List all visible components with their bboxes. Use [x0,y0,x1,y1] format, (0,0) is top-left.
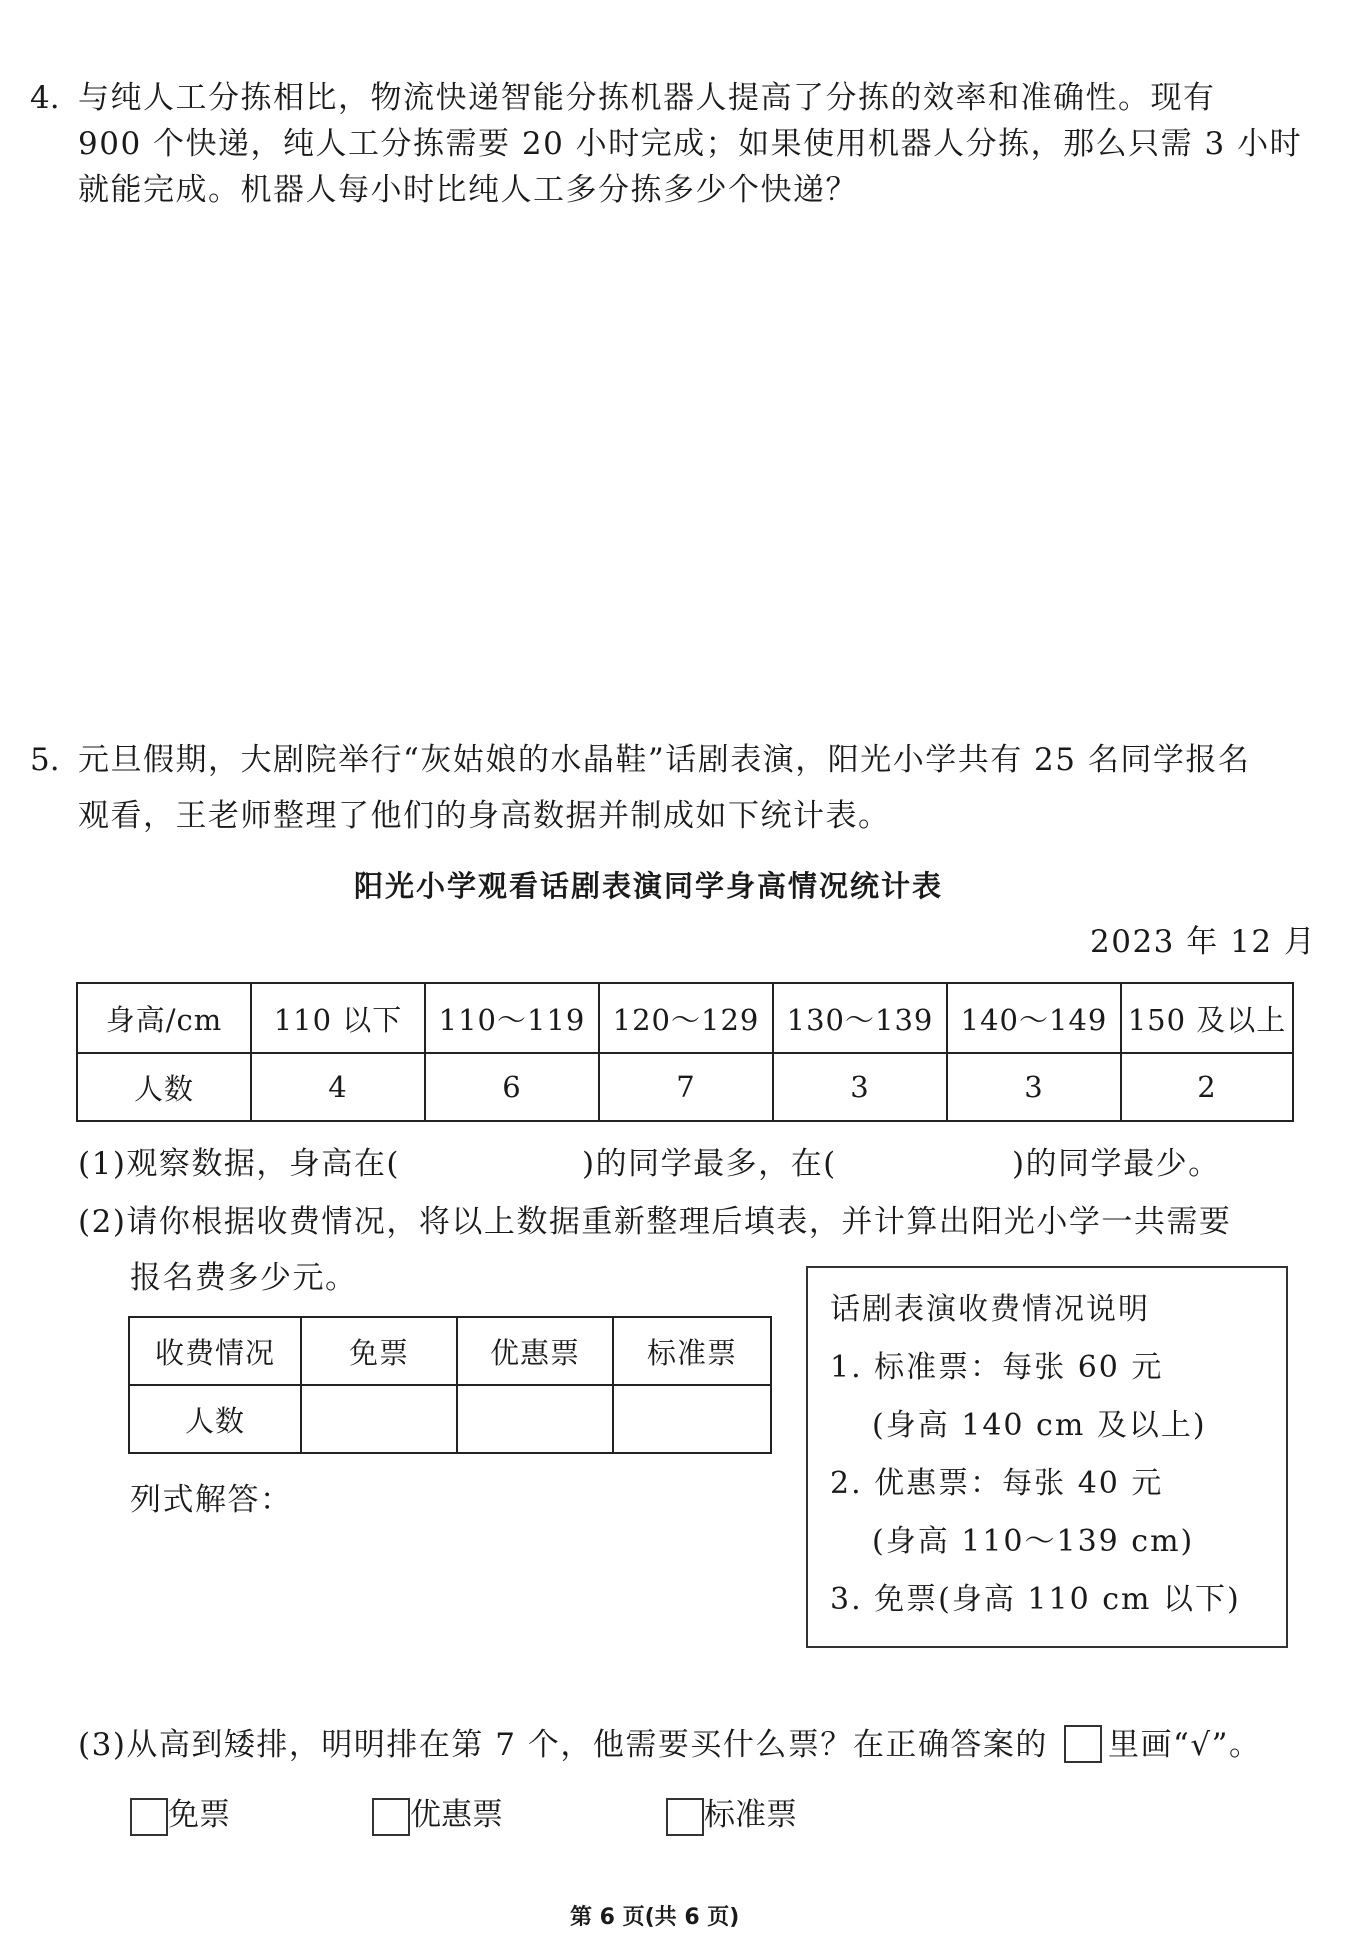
count-cell: 2 [1121,1053,1293,1121]
height-header-cell: 120～129 [599,983,773,1053]
fee-header-standard: 标准票 [613,1317,771,1385]
part-1-blank-most[interactable] [412,1140,582,1184]
answer-label: 列式解答： [130,1482,293,1518]
question-4-number: 4. [30,80,60,116]
fee-note-item: 2. 优惠票：每张 40 元 [830,1466,1164,1501]
fee-header-free: 免票 [301,1317,457,1385]
height-header-cell: 150 及以上 [1121,983,1293,1053]
option-standard-checkbox[interactable] [666,1798,704,1836]
option-standard-label: 标准票 [704,1797,797,1833]
fee-input-discount[interactable] [457,1385,613,1453]
fee-header-label: 收费情况 [129,1317,301,1385]
count-cell: 4 [251,1053,425,1121]
part-1-text-c: )的同学最少。 [1012,1146,1221,1182]
height-header-cell: 110～119 [425,983,599,1053]
count-cell: 6 [425,1053,599,1121]
question-4-line-2: 900 个快递，纯人工分拣需要 20 小时完成；如果使用机器人分拣，那么只需 3 小时 [78,126,1303,162]
option-free-label: 免票 [168,1797,230,1833]
fee-row-label: 人数 [129,1385,301,1453]
fee-note-item: 1. 标准票：每张 60 元 [830,1350,1164,1385]
question-5-number: 5. [30,742,60,778]
count-cell: 3 [947,1053,1121,1121]
option-discount-label: 优惠票 [410,1797,503,1833]
fee-note-item: (身高 110～139 cm) [872,1524,1195,1559]
part-1-text-b: )的同学最多，在( [582,1146,837,1182]
option-free-checkbox[interactable] [130,1798,168,1836]
page-footer: 第 6 页(共 6 页) [570,1905,740,1930]
part-1-text-a: (1)观察数据，身高在( [78,1146,401,1182]
question-4-line-3: 就能完成。机器人每小时比纯人工多分拣多少个快递？ [78,172,858,208]
fee-notes-title: 话剧表演收费情况说明 [830,1292,1150,1327]
count-cell: 7 [599,1053,773,1121]
example-checkbox [1064,1725,1102,1763]
height-table-header-row [77,983,1293,1053]
part-3-text-a: (3)从高到矮排，明明排在第 7 个，他需要买什么票？在正确答案的 [78,1727,1048,1763]
fee-note-item: (身高 140 cm 及以上) [872,1408,1207,1443]
part-1-blank-least[interactable] [842,1140,1012,1184]
height-table-title: 阳光小学观看话剧表演同学身高情况统计表 [354,869,944,903]
answer-area[interactable] [130,1530,770,1680]
option-free[interactable] [130,1794,230,1836]
fee-table-count-row [129,1385,771,1453]
question-5-line-2: 观看，王老师整理了他们的身高数据并制成如下统计表。 [78,798,891,834]
count-cell: 3 [773,1053,947,1121]
height-header-cell: 140～149 [947,983,1121,1053]
part-2-line-1: (2)请你根据收费情况，将以上数据重新整理后填表，并计算出阳光小学一共需要 [78,1204,1232,1240]
height-table [76,982,1294,1122]
height-header-cell: 130～139 [773,983,947,1053]
count-row-label: 人数 [77,1053,251,1121]
option-standard[interactable] [666,1794,797,1836]
question-5-line-1: 元旦假期，大剧院举行“灰姑娘的水晶鞋”话剧表演，阳光小学共有 25 名同学报名 [78,742,1251,778]
part-2-line-2: 报名费多少元。 [130,1260,358,1296]
option-discount[interactable] [372,1794,503,1836]
height-header-cell: 110 以下 [251,983,425,1053]
height-table-date: 2023 年 12 月 [1090,924,1317,960]
fee-input-free[interactable] [301,1385,457,1453]
option-discount-checkbox[interactable] [372,1798,410,1836]
fee-table [128,1316,772,1454]
fee-notes-box [806,1266,1288,1648]
part-3-text-b: 里画“√”。 [1108,1727,1262,1763]
fee-note-item: 3. 免票(身高 110 cm 以下) [830,1582,1241,1617]
fee-table-header-row [129,1317,771,1385]
fee-input-standard[interactable] [613,1385,771,1453]
fee-header-discount: 优惠票 [457,1317,613,1385]
question-4-line-1: 与纯人工分拣相比，物流快递智能分拣机器人提高了分拣的效率和准确性。现有 [78,80,1216,116]
height-header-label: 身高/cm [77,983,251,1053]
height-table-count-row [77,1053,1293,1121]
